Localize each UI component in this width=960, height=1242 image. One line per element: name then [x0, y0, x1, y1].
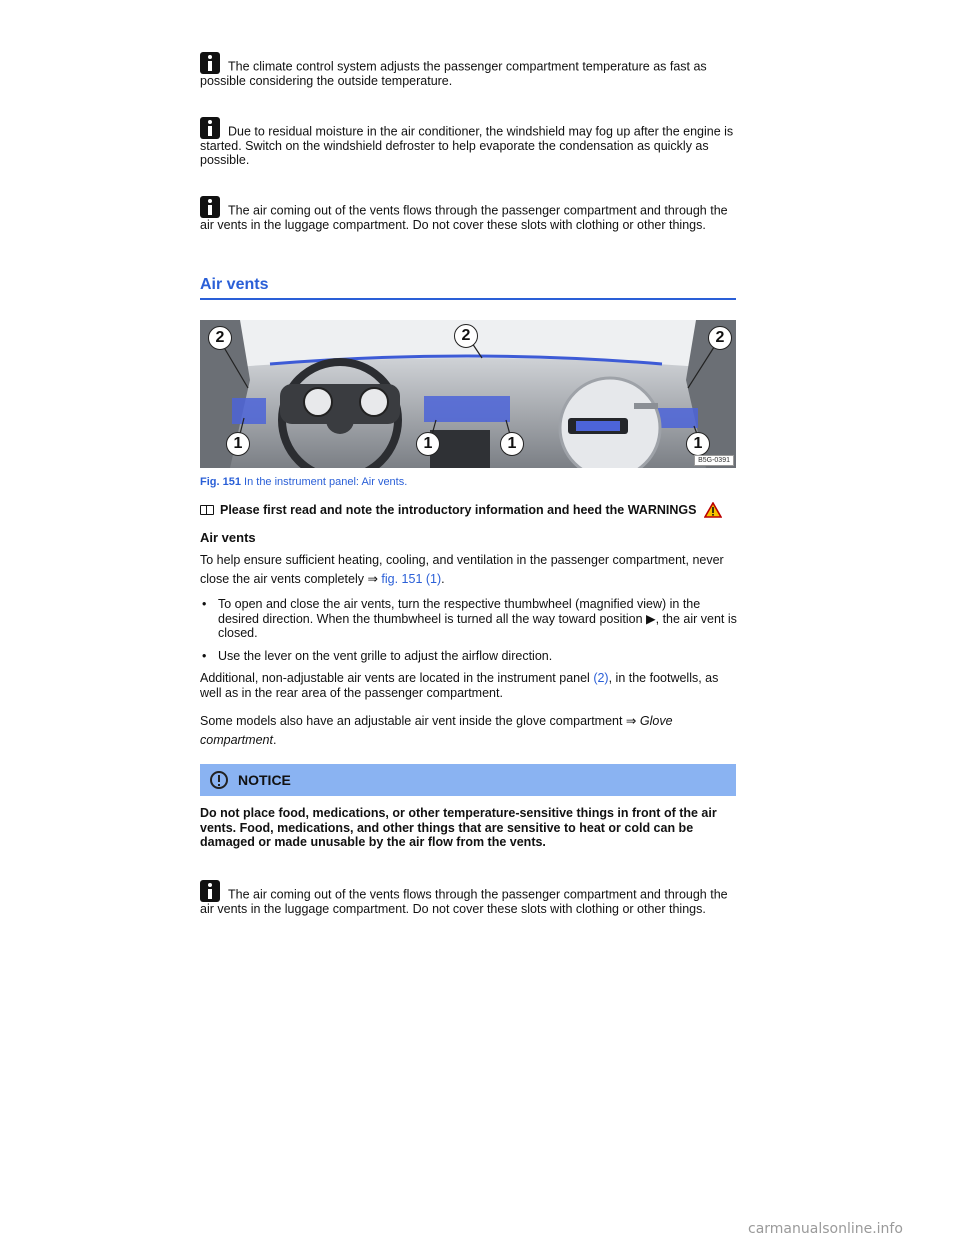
page-content	[200, 52, 740, 944]
paragraph: Some models also have an adjustable air vent inside the glove compartment ⇒ Glove compartment.	[200, 714, 673, 747]
bullet-list	[200, 597, 740, 663]
notice-title: NOTICE	[238, 772, 291, 788]
glove-compartment-link[interactable]: Glove compartment	[200, 714, 673, 747]
info-note-text: The climate control system adjusts the passenger compartment temperature as fast as possible considering the outside temperature.	[200, 59, 707, 88]
figure-caption	[200, 476, 740, 488]
exclamation-icon	[210, 771, 228, 789]
info-note	[200, 196, 740, 233]
callout-1-left: 1	[226, 432, 250, 456]
info-note	[200, 880, 740, 917]
info-icon	[200, 117, 220, 139]
callout-1-right: 1	[686, 432, 710, 456]
book-icon	[200, 505, 214, 515]
list-item: • Use the lever on the vent grille to adjust the airflow direction.	[200, 649, 740, 664]
notice-header	[200, 764, 736, 796]
caption-label: Fig. 151	[200, 476, 241, 488]
para2-after: , in the footwells, as well as in the rear area of the passenger compartment.	[200, 671, 719, 700]
fig-link[interactable]: fig. 151 (1)	[381, 572, 442, 586]
callout-1-center-right: 1	[500, 432, 524, 456]
watermark: carmanualsonline.info	[748, 1221, 903, 1237]
callout-2-center: 2	[454, 324, 478, 348]
info-note-text: Due to residual moisture in the air conditioner, the windshield may fog up after the engine is started. Switch on the windshield defroster to help evaporate the condensation as quickly as possible.	[200, 124, 734, 167]
callout-2-right: 2	[708, 326, 732, 350]
paragraph	[200, 671, 740, 700]
image-code: B5G-0391	[694, 455, 734, 466]
subheading: Air vents	[200, 530, 256, 545]
info-note	[200, 117, 740, 168]
list-item: • To open and close the air vents, turn the respective thumbwheel (magnified view) in the desired direction. When the thumbwheel is turned all the way toward position ▶, the air vent is closed.	[200, 597, 740, 641]
info-note	[200, 52, 740, 89]
info-icon	[200, 196, 220, 218]
info-icon	[200, 52, 220, 74]
callout-1-center-left: 1	[416, 432, 440, 456]
paragraph: To help ensure sufficient heating, cooling, and ventilation in the passenger compartment, never close the air vents completely ⇒ fig. 151 (1).	[200, 553, 724, 586]
section-title: Air vents	[200, 276, 736, 300]
para1-text: To help ensure sufficient heating, cooling, and ventilation in the passenger compartment, never close the air vents completely ⇒	[200, 553, 724, 586]
info-note-text: The air coming out of the vents flows through the passenger compartment and through the air vents in the luggage compartment. Do not cover these slots with clothing or other things.	[200, 203, 728, 232]
info-icon	[200, 880, 220, 902]
caption-text: In the instrument panel: Air vents.	[244, 476, 408, 488]
read-first-text: Please first read and note the introductory information and heed the WARNINGS	[220, 503, 697, 517]
read-first-line	[200, 502, 740, 518]
para3-text: Some models also have an adjustable air vent inside the glove compartment ⇒	[200, 714, 637, 728]
info-note-text: The air coming out of the vents flows through the passenger compartment and through the air vents in the luggage compartment. Do not cover these slots with clothing or other things.	[200, 887, 728, 916]
warning-triangle-icon[interactable]	[704, 502, 722, 518]
callout-2-left: 2	[208, 326, 232, 350]
callout-link[interactable]: (2)	[593, 671, 609, 685]
notice-body: Do not place food, medications, or other temperature-sensitive things in front of the air vents. Food, medications, and other things that are sensitive to heat or cold can be damaged or made unusable by the air flow from the vents.	[200, 806, 717, 849]
para2-before: Additional, non-adjustable air vents are located in the instrument panel	[200, 671, 590, 685]
dashboard-figure	[200, 320, 736, 468]
